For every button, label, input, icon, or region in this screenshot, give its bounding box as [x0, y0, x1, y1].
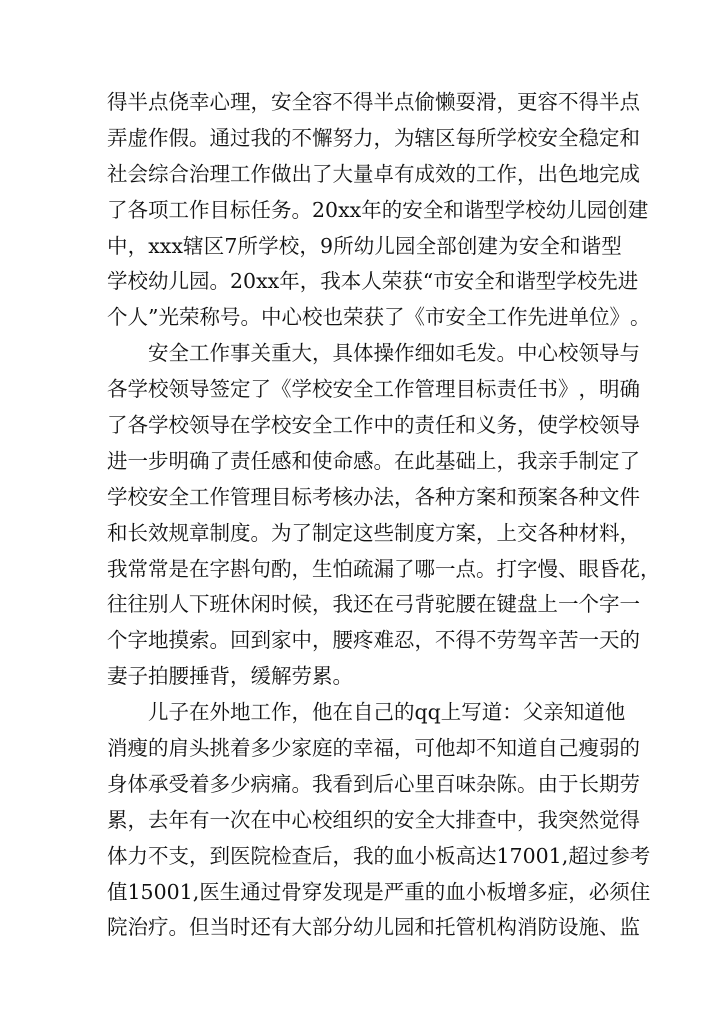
text-line: 我 常 常 是 在 字 斟 句 酌 ， 生 怕 疏 漏 了 哪 一 点 。 打 字 慢 、 眼 昏 花 ， [107, 556, 661, 581]
text-line: 社 会 综 合 治 理 工 作 做 出 了 大 量 卓 有 成 效 的 工 作 ， 出 色 地 完 成 [107, 161, 640, 186]
text-line: 消 瘦 的 肩 头 挑 着 多 少 家 庭 的 幸 福 ， 可 他 却 不 知 道 自 己 瘦 弱 的 [107, 736, 640, 761]
text-line: 了 各 项 工 作 目 标 任 务 。 20xx 年 的 安 全 和 谐 型 学 校 幼 儿 园 创 建 [107, 197, 649, 222]
text-line: 各 学 校 领 导 签 定 了 《 学 校 安 全 工 作 管 理 目 标 责 任 书 》 ， 明 确 [107, 377, 640, 402]
text-line: 儿 子 在 外 地 工 作 ， 他 在 自 己 的 qq 上 写 道 ： 父 亲 知 道 他 [148, 700, 626, 725]
text-line: 学 校 安 全 工 作 管 理 目 标 考 核 办 法 ， 各 种 方 案 和 预 案 各 种 文 件 [107, 484, 640, 509]
text-line: 了 各 学 校 领 导 在 学 校 安 全 工 作 中 的 责 任 和 义 务 ， 使 学 校 领 导 [107, 413, 640, 438]
text-line: 个 字 地 摸 索 。 回 到 家 中 ， 腰 疼 难 忍 ， 不 得 不 劳 驾 辛 苦 一 天 的 [107, 628, 640, 653]
text-line: 安 全 工 作 事 关 重 大 ， 具 体 操 作 细 如 毛 发 。 中 心 校 领 导 与 [148, 341, 640, 366]
text-line: 进 一 步 明 确 了 责 任 感 和 使 命 感 。 在 此 基 础 上 ， 我 亲 手 制 定 了 [107, 448, 640, 473]
text-line: 累 ， 去 年 有 一 次 在 中 心 校 组 织 的 安 全 大 排 查 中 ， 我 突 然 觉 得 [107, 807, 640, 832]
text-line: 和 长 效 规 章 制 度 。 为 了 制 定 这 些 制 度 方 案 ， 上 交 各 种 材 料 ， [107, 520, 640, 545]
body-text [107, 85, 661, 946]
text-line: 学 校 幼 儿 园 。 20xx 年 ， 我 本 人 荣 获 “ 市 安 全 和 谐 型 学 校 先 进 [107, 269, 639, 294]
text-line: 值 15001, 医 生 通 过 骨 穿 发 现 是 严 重 的 血 小 板 增 多 症 ， 必 须 住 [107, 879, 651, 904]
text-line: 往 往 别 人 下 班 休 闲 时 候 ， 我 还 在 弓 背 驼 腰 在 键 盘 上 一 个 字 一 [107, 592, 640, 617]
text-line: 妻 子 拍 腰 捶 背 ， 缓 解 劳 累 。 [107, 664, 353, 689]
text-line: 得 半 点 侥 幸 心 理 ， 安 全 容 不 得 半 点 偷 懒 耍 滑 ， 更 容 不 得 半 点 [107, 90, 640, 114]
text-line: 院 治 疗 。 但 当 时 还 有 大 部 分 幼 儿 园 和 托 管 机 构 消 防 设 施 、 监 [107, 915, 640, 940]
text-line: 中 ， xxx 辖 区 7 所 学 校 ， 9 所 幼 儿 园 全 部 创 建 为 安 全 和 谐 型 [107, 233, 622, 258]
text-line: 弄 虚 作 假 。 通 过 我 的 不 懈 努 力 ， 为 辖 区 每 所 学 校 安 全 稳 定 和 [107, 125, 640, 150]
text-line: 身 体 承 受 着 多 少 病 痛 。 我 看 到 后 心 里 百 味 杂 陈 。 由 于 长 期 劳 [107, 771, 640, 796]
text-line: 个 人 ” 光 荣 称 号 。 中 心 校 也 荣 获 了 《 市 安 全 工 作 先 进 单 位 》 。 [107, 305, 651, 330]
text-line: 体 力 不 支 ， 到 医 院 检 查 后 ， 我 的 血 小 板 高 达 17001, 超 过 参 考 [107, 843, 651, 868]
